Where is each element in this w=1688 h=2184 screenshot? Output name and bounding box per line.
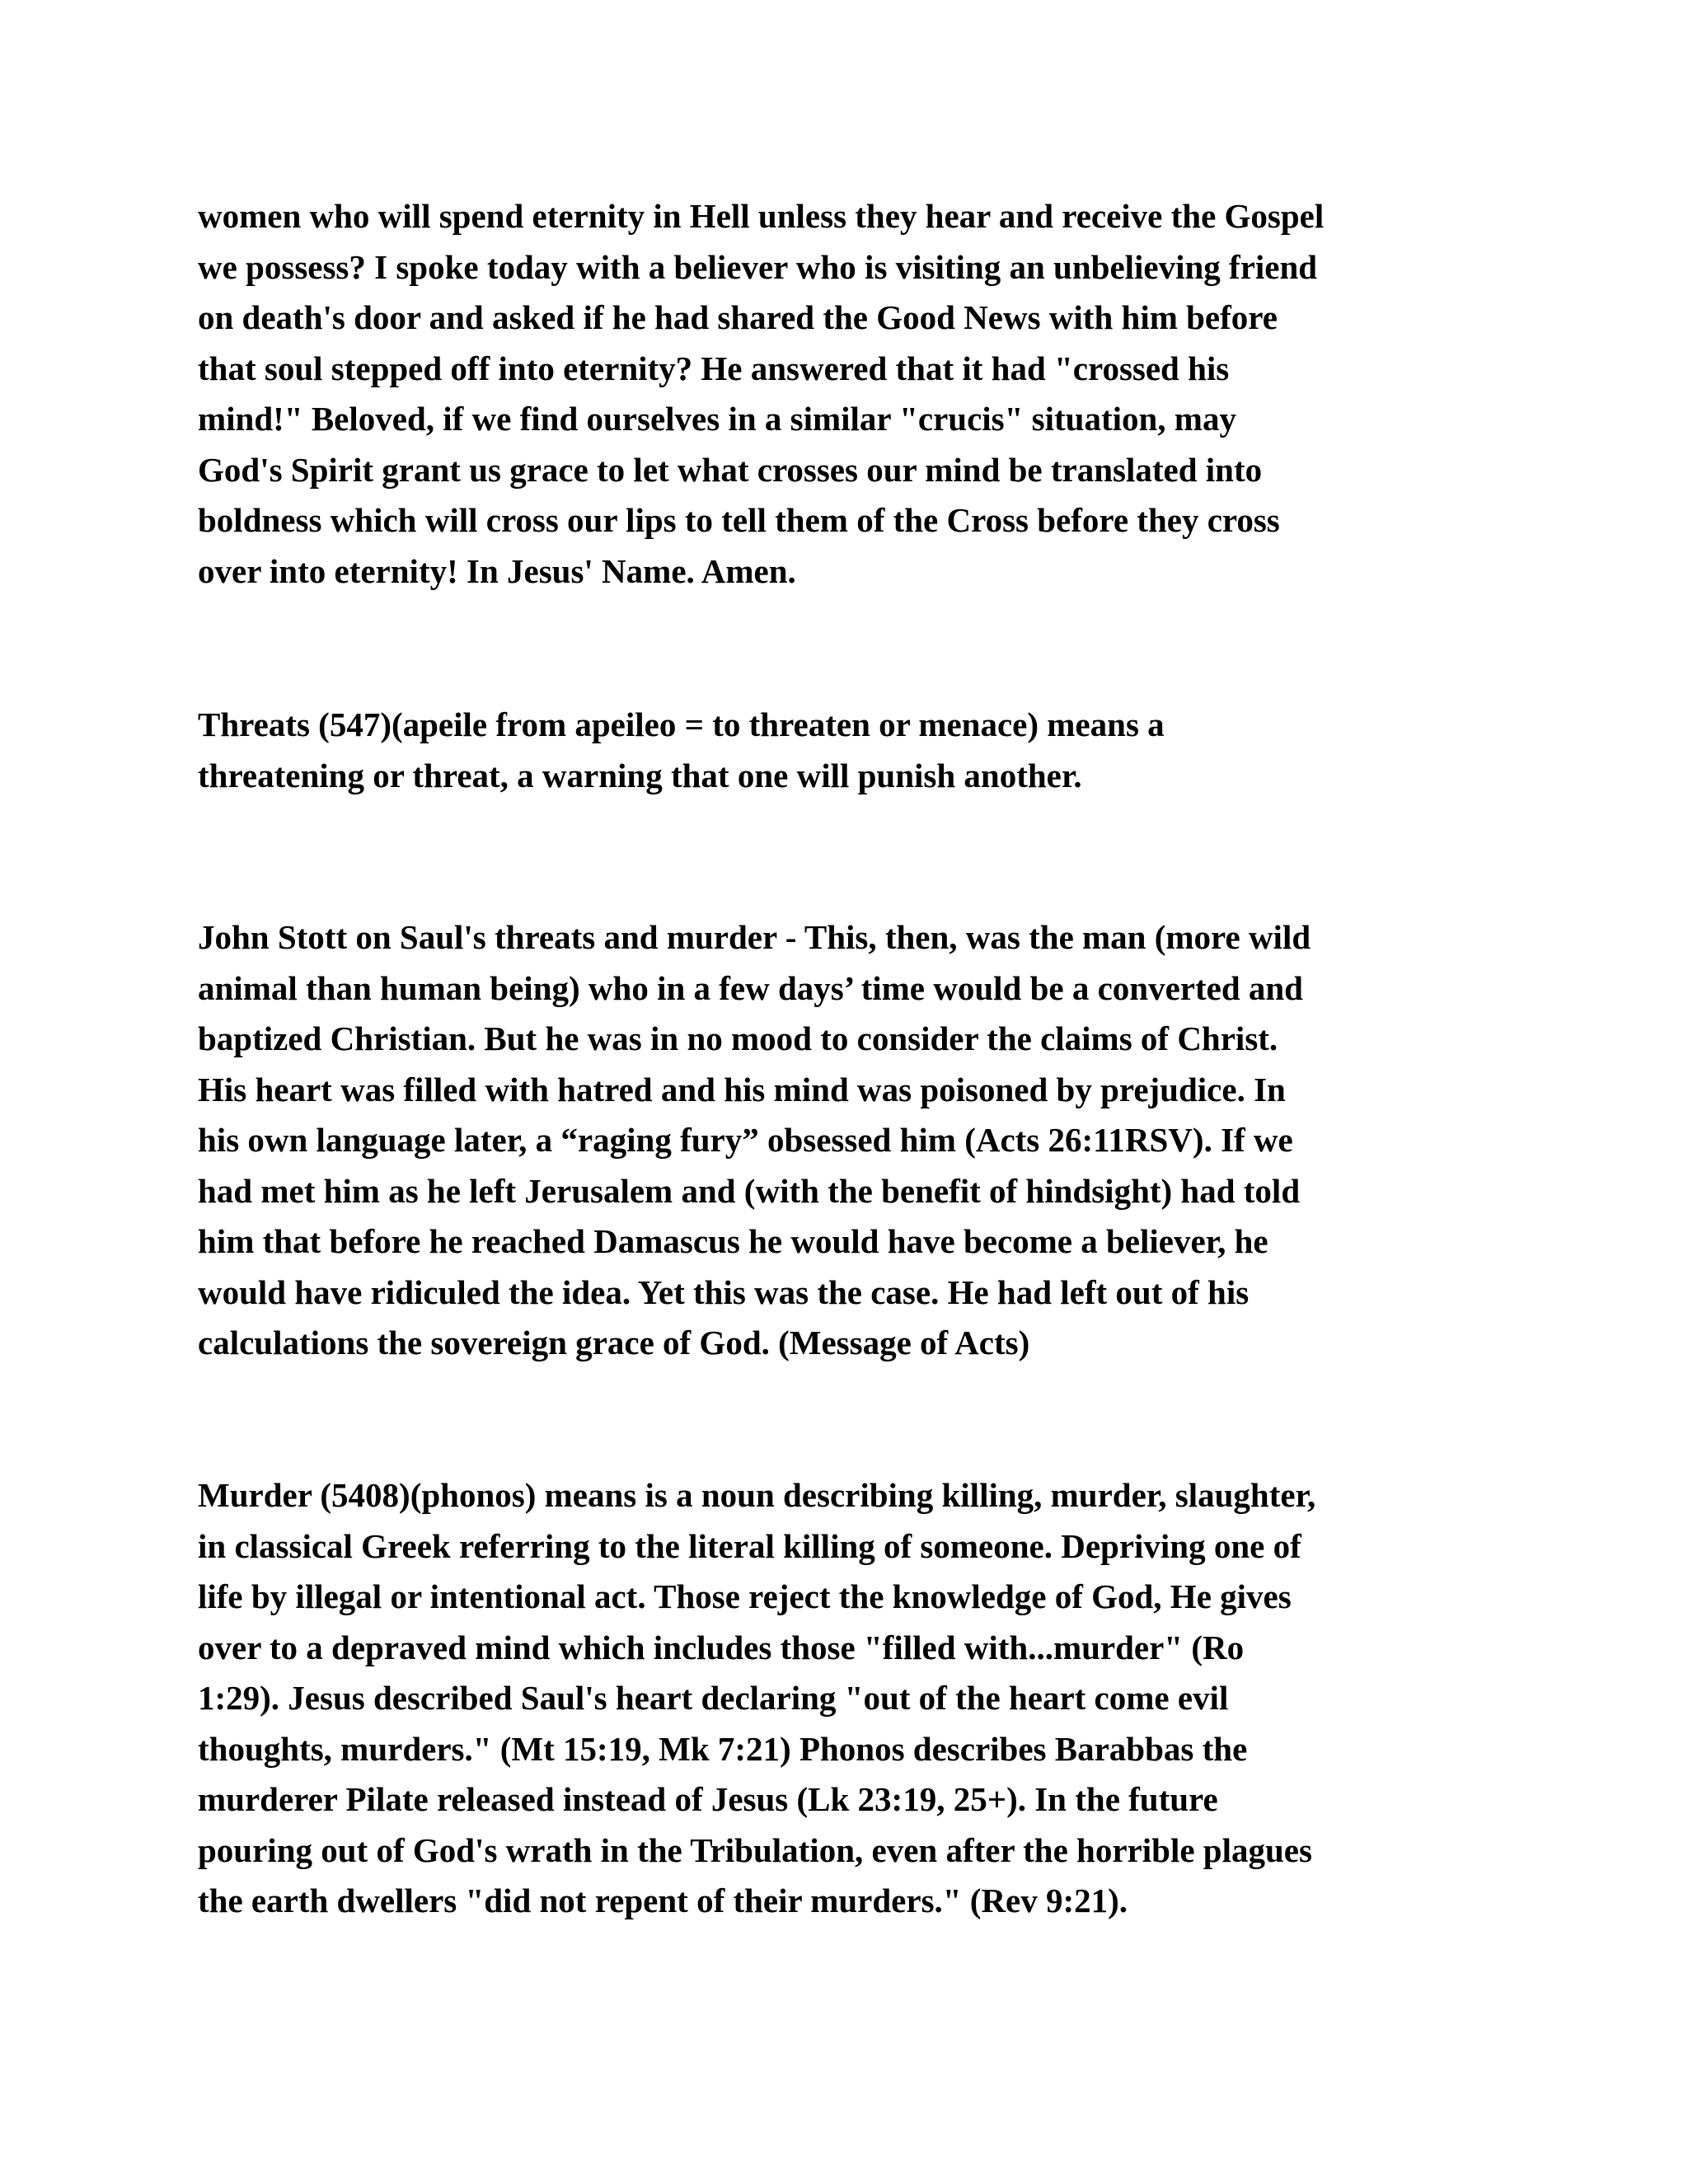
text-line: women who will spend eternity in Hell unless they hear and receive the Gospel [198,197,1325,235]
text-line: life by illegal or intentional act. Those reject the knowledge of God, He gives [198,1577,1292,1615]
text-line: in classical Greek referring to the literal killing of someone. Depriving one of [198,1526,1301,1565]
text-line: mind!" Beloved, if we find ourselves in a similar "crucis" situation, may [198,400,1236,438]
paragraph-murder-definition [198,1470,1508,1927]
text-line: murderer Pilate released instead of Jesus (Lk 23:19, 25+). In the future [198,1780,1218,1818]
text-line: God's Spirit grant us grace to let what crosses our mind be translated into [198,450,1263,489]
text-line: we possess? I spoke today with a believer who is visiting an unbelieving friend [198,247,1318,286]
text-line: that soul stepped off into eternity? He answered that it had "crossed his [198,349,1230,387]
text-line: His heart was filled with hatred and his mind was poisoned by prejudice. In [198,1070,1286,1108]
text-line: over into eternity! In Jesus' Name. Amen. [198,551,796,590]
text-line: thoughts, murders." (Mt 15:19, Mk 7:21) Phonos describes Barabbas the [198,1729,1248,1768]
text-line: animal than human being) who in a few days’ time would be a converted and [198,968,1303,1007]
text-line: threatening or threat, a warning that one will punish another. [198,756,1082,794]
text-line: had met him as he left Jerusalem and (with the benefit of hindsight) had told [198,1171,1301,1210]
paragraph-threats-definition [198,700,1508,801]
text-line: his own language later, a “raging fury” obsessed him (Acts 26:11RSV). If we [198,1121,1293,1159]
text-line: Threats (547)(apeile from apeileo = to threaten or menace) means a [198,705,1165,743]
text-line: calculations the sovereign grace of God. (Message of Acts) [198,1324,1030,1361]
text-line: the earth dwellers "did not repent of their murders." (Rev 9:21). [198,1882,1128,1919]
text-line: 1:29). Jesus described Saul's heart declaring "out of the heart come evil [198,1679,1229,1717]
paragraph-john-stott-quote [198,912,1508,1369]
text-line: pouring out of God's wrath in the Tribulation, even after the horrible plagues [198,1830,1312,1869]
text-line: on death's door and asked if he had shared the Good News with him before [198,298,1278,336]
paragraph-gospel-urgency [198,191,1508,597]
text-line: over to a depraved mind which includes those "filled with...murder" (Ro [198,1628,1245,1666]
text-line: John Stott on Saul's threats and murder - This, then, was the man (more wild [198,918,1311,956]
text-line: baptized Christian. But he was in no mood to consider the claims of Christ. [198,1019,1278,1057]
text-line: Murder (5408)(phonos) means is a noun describing killing, murder, slaughter, [198,1476,1316,1514]
text-line: him that before he reached Damascus he would have become a believer, he [198,1222,1268,1260]
text-line: boldness which will cross our lips to tell them of the Cross before they cross [198,501,1280,539]
text-line: would have ridiculed the idea. Yet this was the case. He had left out of his [198,1272,1250,1311]
